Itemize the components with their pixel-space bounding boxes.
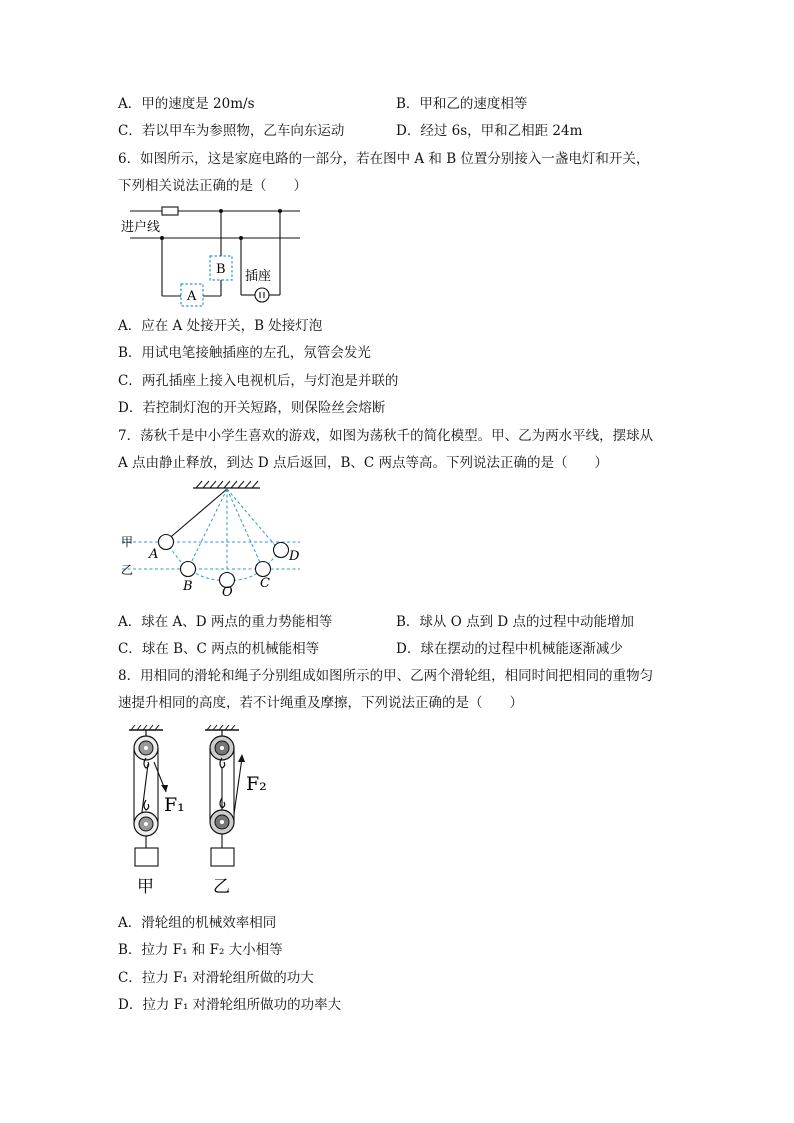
q5-option-b: B．甲和乙的速度相等 — [396, 96, 528, 112]
point-o-label: O — [222, 585, 233, 596]
q7-option-c: C．球在 B、C 两点的机械能相等 — [118, 641, 320, 657]
point-a-label: A — [149, 547, 159, 562]
point-b-label: B — [183, 579, 193, 594]
q7-option-b: B．球从 O 点到 D 点的过程中动能增加 — [396, 614, 634, 630]
pulley-group-jia — [129, 725, 168, 866]
force-f1-label: F₁ — [164, 794, 185, 816]
ball-d — [274, 543, 289, 558]
fuse — [162, 207, 178, 215]
q6-option-d: D．若控制灯泡的开关短路，则保险丝会熔断 — [118, 400, 386, 416]
q8-option-d: D．拉力 F₁ 对滑轮组所做功的功率大 — [118, 997, 342, 1013]
q6-stem-line-1: 6．如图所示，这是家庭电路的一部分，若在图中 A 和 B 位置分别接入一盏电灯和开关， — [118, 151, 650, 167]
q6-option-b: B．用试电笔接触插座的左孔，氖管会发光 — [118, 345, 371, 361]
line-yi-label: 乙 — [121, 563, 134, 577]
box-b-label: B — [216, 262, 226, 277]
ball-a — [159, 535, 174, 550]
incoming-line-label: 进户线 — [121, 220, 161, 235]
q7-option-d: D．球在摆动的过程中机械能逐渐减少 — [396, 641, 623, 657]
q6-option-c: C．两孔插座上接入电视机后，与灯泡是并联的 — [118, 373, 399, 389]
q5-option-d: D．经过 6s，甲和乙相距 24m — [396, 123, 583, 139]
q8-option-c: C．拉力 F₁ 对滑轮组所做的功大 — [118, 970, 314, 986]
weight-yi — [211, 848, 234, 866]
socket-label: 插座 — [245, 269, 272, 284]
point-c-label: C — [260, 576, 270, 591]
household-circuit-figure — [118, 200, 318, 310]
box-a-label: A — [187, 289, 197, 304]
q7-option-a: A．球在 A、D 两点的重力势能相等 — [118, 614, 333, 630]
q6-option-a: A．应在 A 处接开关，B 处接灯泡 — [118, 318, 323, 334]
weight-jia — [135, 848, 158, 866]
group-jia-label: 甲 — [137, 877, 154, 897]
q5-option-c: C．若以甲车为参照物，乙车向东运动 — [118, 123, 345, 139]
line-jia-label: 甲 — [121, 535, 134, 549]
group-yi-label: 乙 — [213, 877, 230, 897]
pulley-system-figure — [118, 724, 288, 902]
q8-option-a: A．滑轮组的机械效率相同 — [118, 915, 277, 931]
ball-b — [181, 562, 196, 577]
force-f2-label: F₂ — [246, 773, 267, 795]
q5-option-a: A．甲的速度是 20m/s — [118, 96, 255, 112]
ball-c — [256, 562, 271, 577]
socket-icon — [255, 288, 269, 302]
q8-stem-line-1: 8．用相同的滑轮和绳子分别组成如图所示的甲、乙两个滑轮组，相同时间把相同的重物匀 — [118, 668, 654, 684]
q8-stem-line-2: 速提升相同的高度，若不计绳重及摩擦，下列说法正确的是（ ） — [118, 695, 523, 711]
q6-stem-line-2: 下列相关说法正确的是（ ） — [118, 178, 307, 194]
point-d-label: D — [289, 549, 300, 564]
q8-option-b: B．拉力 F₁ 和 F₂ 大小相等 — [118, 942, 283, 958]
swing-pendulum-figure — [118, 478, 308, 596]
pulley-group-yi — [205, 725, 245, 866]
q7-stem-line-2: A 点由静止释放，到达 D 点后返回，B、C 两点等高。下列说法正确的是（ ） — [118, 455, 608, 471]
q7-stem-line-1: 7．荡秋千是中小学生喜欢的游戏，如图为荡秋千的简化模型。甲、乙为两水平线，摆球从 — [118, 428, 654, 444]
